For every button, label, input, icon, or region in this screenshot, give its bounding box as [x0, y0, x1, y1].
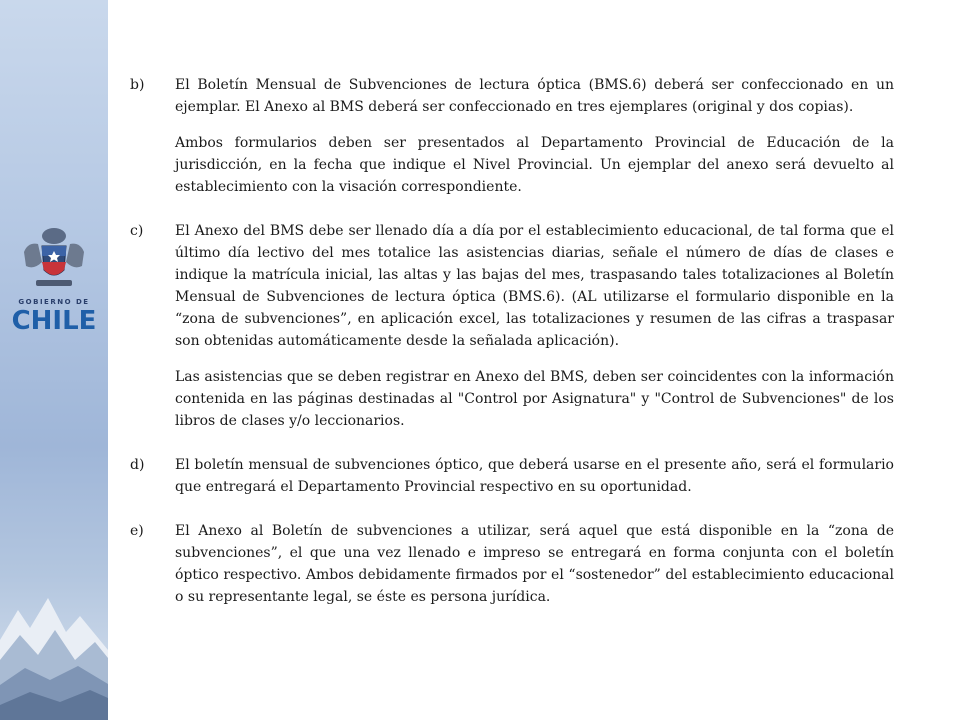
coat-of-arms-icon — [14, 222, 94, 292]
mountain-illustration — [0, 580, 108, 720]
list-item-e — [130, 520, 894, 608]
logo-subtitle: GOBIERNO DE — [18, 298, 90, 306]
paragraph: El Boletín Mensual de Subvenciones de lectura óptica (BMS.6) deberá ser confeccionado en un ejemplar. El Anexo al BMS deberá ser confeccionado en tres ejemplares (original y dos copias). — [175, 77, 894, 115]
item-letter: d) — [130, 457, 145, 473]
item-letter: e) — [130, 523, 144, 539]
list-item-d — [130, 454, 894, 498]
gobierno-de-chile-logo — [6, 222, 102, 340]
paragraph: El boletín mensual de subvenciones óptico, que deberá usarse en el presente año, será el formulario que entregará el Departamento Provincial respectivo en su oportunidad. — [175, 457, 894, 495]
item-letter: b) — [130, 77, 145, 93]
paragraph: El Anexo al Boletín de subvenciones a utilizar, será aquel que está disponible en la “zona de subvenciones”, el que una vez llenado e impreso se entregará en forma conjunta con el boletín óptico respectivo. Ambos debidamente firmados por el “sostenedor” del establecimiento educacional o su representante legal, se éste es persona jurídica. — [175, 523, 894, 605]
paragraph: Las asistencias que se deben registrar en Anexo del BMS, deben ser coincidentes con la información contenida en las páginas destinadas al "Control por Asignatura" y "Control de Subvenciones" de los libros de clases y/o leccionarios. — [175, 369, 894, 429]
item-letter: c) — [130, 223, 144, 239]
list-item-b — [130, 74, 894, 198]
list-item-c — [130, 220, 894, 432]
logo-name: CHILE — [11, 306, 97, 336]
sidebar-banner — [0, 0, 108, 720]
paragraph: Ambos formularios deben ser presentados al Departamento Provincial de Educación de la jurisdicción, en la fecha que indique el Nivel Provincial. Un ejemplar del anexo será devuelto al establecimiento con la visación correspondiente. — [175, 135, 894, 195]
document-body — [130, 74, 894, 630]
paragraph: El Anexo del BMS debe ser llenado día a día por el establecimiento educacional, de tal forma que el último día lectivo del mes totalice las asistencias diarias, señale el número de días de clases e indique la matrícula inicial, las altas y las bajas del mes, traspasando tales totalizaciones al Boletín Mensual de Subvenciones de lectura óptica (BMS.6). (AL utilizarse el formulario disponible en la “zona de subvenciones”, en aplicación excel, las totalizaciones y resumen de las cifras a traspasar son obtenidas automáticamente desde la señalada aplicación). — [175, 223, 894, 349]
